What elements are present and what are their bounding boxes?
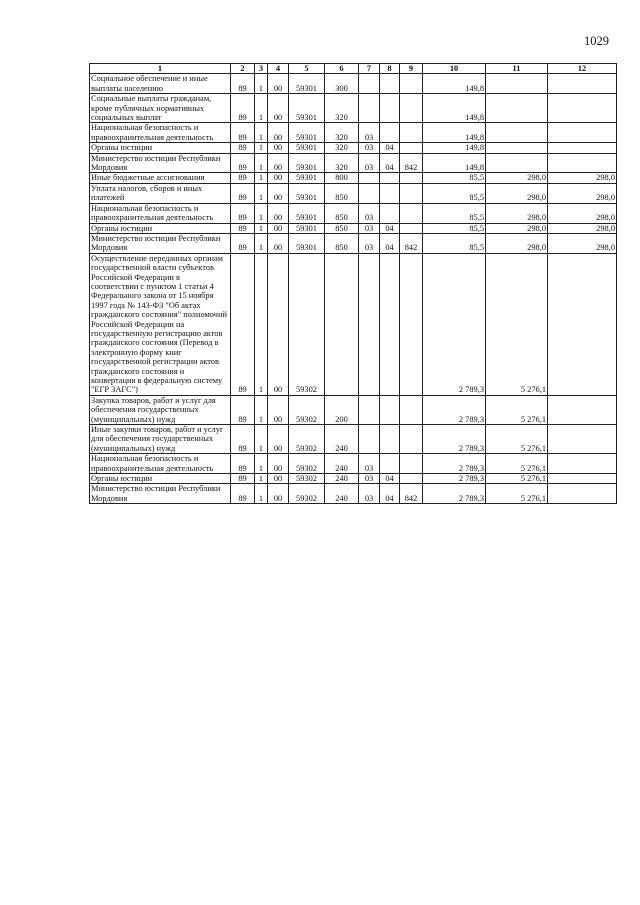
code-cell: 850 [325,183,359,203]
code-cell: 1 [255,173,268,183]
code-cell: 00 [268,143,289,153]
amount-cell [486,153,548,173]
amount-cell: 5 276,1 [486,253,548,395]
code-cell [380,203,400,223]
code-cell: 320 [325,143,359,153]
code-cell: 00 [268,173,289,183]
code-cell: 00 [268,233,289,253]
code-cell: 1 [255,454,268,474]
code-cell: 300 [325,74,359,94]
code-cell: 03 [359,123,380,143]
code-cell: 00 [268,425,289,454]
code-cell: 59301 [289,94,325,123]
row-name-cell: Уплата налогов, сборов и иных платежей [90,183,231,203]
code-cell: 59302 [289,484,325,504]
code-cell: 00 [268,74,289,94]
row-name-cell: Министерство юстиции Республики Мордовия [90,233,231,253]
code-cell: 59301 [289,203,325,223]
code-cell [359,173,380,183]
table-row [90,143,617,153]
header-cell: 2 [231,64,255,74]
code-cell: 1 [255,183,268,203]
header-cell: 10 [423,64,486,74]
code-cell: 04 [380,484,400,504]
amount-cell: 85,5 [423,183,486,203]
code-cell [400,183,423,203]
code-cell: 240 [325,474,359,484]
code-cell [380,454,400,474]
header-cell: 8 [380,64,400,74]
code-cell: 89 [231,173,255,183]
code-cell: 00 [268,223,289,233]
code-cell: 03 [359,203,380,223]
code-cell [400,395,423,424]
code-cell [380,425,400,454]
header-row [90,64,617,74]
code-cell [400,474,423,484]
row-name-cell: Национальная безопасность и правоохранительная деятельность [90,454,231,474]
row-name-cell: Социальные выплаты гражданам, кроме публичных нормативных социальных выплат [90,94,231,123]
code-cell: 1 [255,153,268,173]
header-cell: 3 [255,64,268,74]
amount-cell [486,94,548,123]
amount-cell: 5 276,1 [486,454,548,474]
code-cell [400,425,423,454]
code-cell: 59302 [289,454,325,474]
amount-cell [548,395,617,424]
code-cell [400,454,423,474]
table-row [90,183,617,203]
amount-cell: 298,0 [486,223,548,233]
code-cell: 04 [380,223,400,233]
amount-cell: 149,8 [423,143,486,153]
amount-cell: 5 276,1 [486,474,548,484]
code-cell [359,253,380,395]
row-name-cell: Осуществление переданных органам государственной власти субъектов Российской Федерации в соответствии с пунктом 1 статьи 4 Федерального закона от 15 ноября 1997 года № 143-ФЗ "Об актах гражданского состояния" полномочий Российской Федерации на государственную регистрацию актов гражданского состояния (Перевод в электронную форму книг государственной регистрации актов гражданского состояния и конвертация в федеральную систему "ЕГР ЗАГС") [90,253,231,395]
code-cell: 89 [231,253,255,395]
code-cell: 59301 [289,153,325,173]
code-cell: 59301 [289,233,325,253]
code-cell [400,173,423,183]
code-cell: 89 [231,233,255,253]
row-name-cell: Органы юстиции [90,474,231,484]
table-row [90,395,617,424]
code-cell: 03 [359,484,380,504]
table-row [90,233,617,253]
amount-cell: 2 789,3 [423,454,486,474]
amount-cell [486,74,548,94]
code-cell: 89 [231,153,255,173]
code-cell: 59302 [289,474,325,484]
budget-table [89,63,617,504]
code-cell: 89 [231,123,255,143]
code-cell: 03 [359,474,380,484]
code-cell [380,183,400,203]
table-row [90,94,617,123]
code-cell: 00 [268,253,289,395]
code-cell: 89 [231,425,255,454]
table-row [90,425,617,454]
amount-cell: 298,0 [548,223,617,233]
code-cell [400,123,423,143]
code-cell: 00 [268,474,289,484]
amount-cell: 5 276,1 [486,484,548,504]
code-cell: 320 [325,123,359,143]
code-cell [380,173,400,183]
code-cell: 89 [231,143,255,153]
row-name-cell: Закупка товаров, работ и услуг для обеспечения государственных (муниципальных) нужд [90,395,231,424]
code-cell: 240 [325,425,359,454]
amount-cell [548,143,617,153]
row-name-cell: Министерство юстиции Республики Мордовия [90,153,231,173]
code-cell: 00 [268,123,289,143]
code-cell: 89 [231,395,255,424]
table-row [90,123,617,143]
code-cell: 00 [268,395,289,424]
amount-cell [548,74,617,94]
amount-cell: 149,8 [423,74,486,94]
amount-cell: 149,8 [423,123,486,143]
code-cell [325,253,359,395]
code-cell [380,395,400,424]
code-cell: 04 [380,153,400,173]
code-cell: 1 [255,233,268,253]
code-cell: 200 [325,395,359,424]
amount-cell [548,153,617,173]
amount-cell: 5 276,1 [486,395,548,424]
amount-cell [548,123,617,143]
amount-cell: 298,0 [486,233,548,253]
amount-cell: 149,8 [423,153,486,173]
code-cell [359,74,380,94]
code-cell [400,94,423,123]
code-cell: 59301 [289,183,325,203]
code-cell: 04 [380,143,400,153]
row-name-cell: Национальная безопасность и правоохранительная деятельность [90,203,231,223]
code-cell: 00 [268,484,289,504]
code-cell: 1 [255,74,268,94]
table-row [90,153,617,173]
amount-cell [548,474,617,484]
header-cell: 9 [400,64,423,74]
code-cell: 89 [231,484,255,504]
amount-cell [548,484,617,504]
header-cell: 1 [90,64,231,74]
code-cell: 1 [255,143,268,153]
code-cell: 89 [231,474,255,484]
table-row [90,474,617,484]
code-cell: 1 [255,223,268,233]
code-cell: 89 [231,454,255,474]
code-cell: 03 [359,454,380,474]
code-cell [380,253,400,395]
row-name-cell: Иные бюджетные ассигнования [90,173,231,183]
header-cell: 11 [486,64,548,74]
amount-cell: 85,5 [423,233,486,253]
code-cell: 89 [231,94,255,123]
amount-cell [548,425,617,454]
code-cell: 03 [359,223,380,233]
code-cell: 1 [255,253,268,395]
code-cell: 1 [255,474,268,484]
code-cell: 59301 [289,173,325,183]
amount-cell: 2 789,3 [423,253,486,395]
code-cell: 00 [268,203,289,223]
amount-cell: 2 789,3 [423,484,486,504]
amount-cell: 2 789,3 [423,474,486,484]
header-cell: 12 [548,64,617,74]
code-cell: 850 [325,223,359,233]
amount-cell [486,123,548,143]
amount-cell: 85,5 [423,223,486,233]
row-name-cell: Иные закупки товаров, работ и услуг для обеспечения государственных (муниципальных) нужд [90,425,231,454]
amount-cell [548,94,617,123]
row-name-cell: Социальное обеспечение и иные выплаты населению [90,74,231,94]
code-cell: 89 [231,183,255,203]
code-cell: 240 [325,454,359,474]
code-cell [359,183,380,203]
code-cell: 04 [380,474,400,484]
code-cell: 59301 [289,123,325,143]
code-cell [380,94,400,123]
header-cell: 7 [359,64,380,74]
code-cell: 00 [268,153,289,173]
code-cell [380,123,400,143]
row-name-cell: Органы юстиции [90,143,231,153]
amount-cell: 298,0 [548,183,617,203]
code-cell: 59302 [289,253,325,395]
code-cell: 89 [231,203,255,223]
table-row [90,203,617,223]
code-cell: 320 [325,153,359,173]
header-cell: 5 [289,64,325,74]
code-cell: 03 [359,233,380,253]
code-cell: 59302 [289,395,325,424]
header-cell: 6 [325,64,359,74]
code-cell: 320 [325,94,359,123]
table-row [90,484,617,504]
amount-cell: 85,5 [423,203,486,223]
amount-cell [548,454,617,474]
code-cell: 1 [255,94,268,123]
code-cell: 1 [255,203,268,223]
amount-cell: 298,0 [548,173,617,183]
code-cell: 59301 [289,223,325,233]
page-number: 1029 [584,34,609,48]
code-cell: 59301 [289,74,325,94]
code-cell: 240 [325,484,359,504]
amount-cell: 298,0 [486,203,548,223]
code-cell: 00 [268,94,289,123]
code-cell [400,253,423,395]
code-cell [359,395,380,424]
code-cell [400,203,423,223]
code-cell: 00 [268,454,289,474]
code-cell [380,74,400,94]
code-cell [359,425,380,454]
table-row [90,253,617,395]
code-cell: 59302 [289,425,325,454]
amount-cell: 5 276,1 [486,425,548,454]
code-cell: 1 [255,484,268,504]
row-name-cell: Органы юстиции [90,223,231,233]
code-cell: 1 [255,425,268,454]
amount-cell: 298,0 [486,183,548,203]
code-cell: 1 [255,395,268,424]
amount-cell: 85,5 [423,173,486,183]
amount-cell [486,143,548,153]
table-row [90,173,617,183]
code-cell: 89 [231,74,255,94]
code-cell: 04 [380,233,400,253]
amount-cell: 149,8 [423,94,486,123]
row-name-cell: Национальная безопасность и правоохранительная деятельность [90,123,231,143]
code-cell: 850 [325,233,359,253]
code-cell [400,223,423,233]
code-cell: 89 [231,223,255,233]
amount-cell: 298,0 [548,233,617,253]
code-cell: 842 [400,484,423,504]
code-cell [400,74,423,94]
amount-cell [548,253,617,395]
table-row [90,223,617,233]
header-cell: 4 [268,64,289,74]
table-body [90,74,617,504]
code-cell [400,143,423,153]
amount-cell: 2 789,3 [423,425,486,454]
row-name-cell: Министерство юстиции Республики Мордовия [90,484,231,504]
table-row [90,74,617,94]
code-cell: 842 [400,153,423,173]
code-cell: 59301 [289,143,325,153]
code-cell: 800 [325,173,359,183]
code-cell: 03 [359,143,380,153]
table-row [90,454,617,474]
code-cell: 842 [400,233,423,253]
code-cell: 03 [359,153,380,173]
code-cell: 1 [255,123,268,143]
code-cell: 00 [268,183,289,203]
code-cell: 850 [325,203,359,223]
amount-cell: 298,0 [548,203,617,223]
code-cell [359,94,380,123]
amount-cell: 2 789,3 [423,395,486,424]
amount-cell: 298,0 [486,173,548,183]
